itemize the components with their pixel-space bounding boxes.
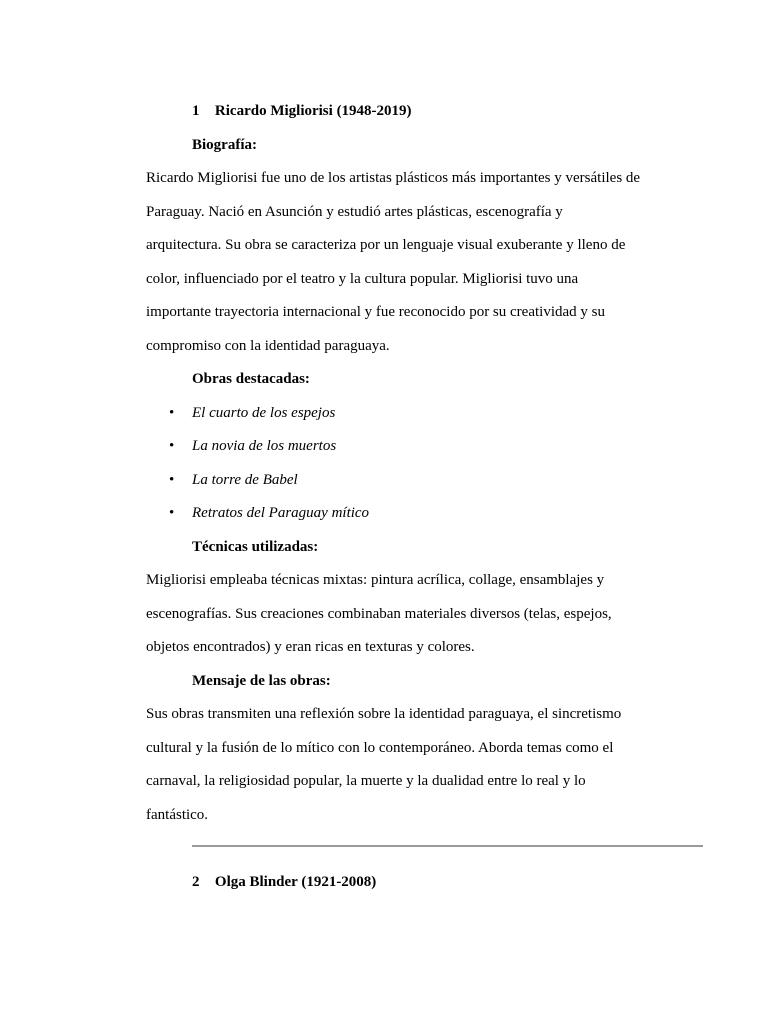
paragraph-line: escenografías. Sus creaciones combinaban materiales diversos (telas, espejos, <box>146 605 612 622</box>
paragraph-line: Ricardo Migliorisi fue uno de los artistas plásticos más importantes y versátiles de <box>146 170 641 186</box>
bullet-icon: • <box>169 404 175 421</box>
bullet-icon: • <box>169 505 175 521</box>
work-title: La torre de Babel <box>192 471 298 488</box>
techniques-paragraph <box>146 569 676 670</box>
techniques-heading: Técnicas utilizadas: <box>192 538 319 555</box>
paragraph-line: Sus obras transmiten una reflexión sobre la identidad paraguaya, el sincretismo <box>146 706 622 722</box>
work-title: El cuarto de los espejos <box>192 404 336 421</box>
paragraph-line: compromiso con la identidad paraguaya. <box>146 337 390 354</box>
section-divider-wrap <box>146 837 676 871</box>
work-title: Retratos del Paraguay mítico <box>192 505 370 521</box>
paragraph-line: Migliorisi empleaba técnicas mixtas: pintura acrílica, collage, ensamblajes y <box>146 572 605 588</box>
bullet-icon: • <box>169 471 175 488</box>
works-list <box>146 402 676 536</box>
list-item <box>146 435 676 469</box>
paragraph-line: color, influenciado por el teatro y la cultura popular. Migliorisi tuvo una <box>146 270 579 287</box>
paragraph-line: arquitectura. Su obra se caracteriza por un lenguaje visual exuberante y lleno de <box>146 237 626 253</box>
biography-heading: Biografía: <box>192 136 257 153</box>
work-title: La novia de los muertos <box>192 438 337 454</box>
paragraph-line: Paraguay. Nació en Asunción y estudió artes plásticas, escenografía y <box>146 203 563 220</box>
paragraph-line: cultural y la fusión de lo mítico con lo contemporáneo. Aborda temas como el <box>146 739 614 756</box>
horizontal-rule <box>192 845 703 847</box>
next-section-title: 2⃣ Olga Blinder (1921-2008) <box>192 873 377 890</box>
paragraph-line: importante trayectoria internacional y fue reconocido por su creatividad y su <box>146 304 605 320</box>
bullet-icon: • <box>169 438 175 454</box>
message-heading: Mensaje de las obras: <box>192 672 331 689</box>
message-paragraph <box>146 703 676 837</box>
paragraph-line: objetos encontrados) y eran ricas en texturas y colores. <box>146 639 475 655</box>
paragraph-line: fantástico. <box>146 806 209 823</box>
list-item <box>146 502 676 536</box>
biography-paragraph <box>146 167 676 368</box>
document-body <box>146 100 676 904</box>
section-title: 1⃣ Ricardo Migliorisi (1948-2019) <box>192 103 412 119</box>
list-item <box>146 469 676 503</box>
list-item <box>146 402 676 436</box>
works-heading: Obras destacadas: <box>192 371 310 387</box>
paragraph-line: carnaval, la religiosidad popular, la muerte y la dualidad entre lo real y lo <box>146 773 586 789</box>
